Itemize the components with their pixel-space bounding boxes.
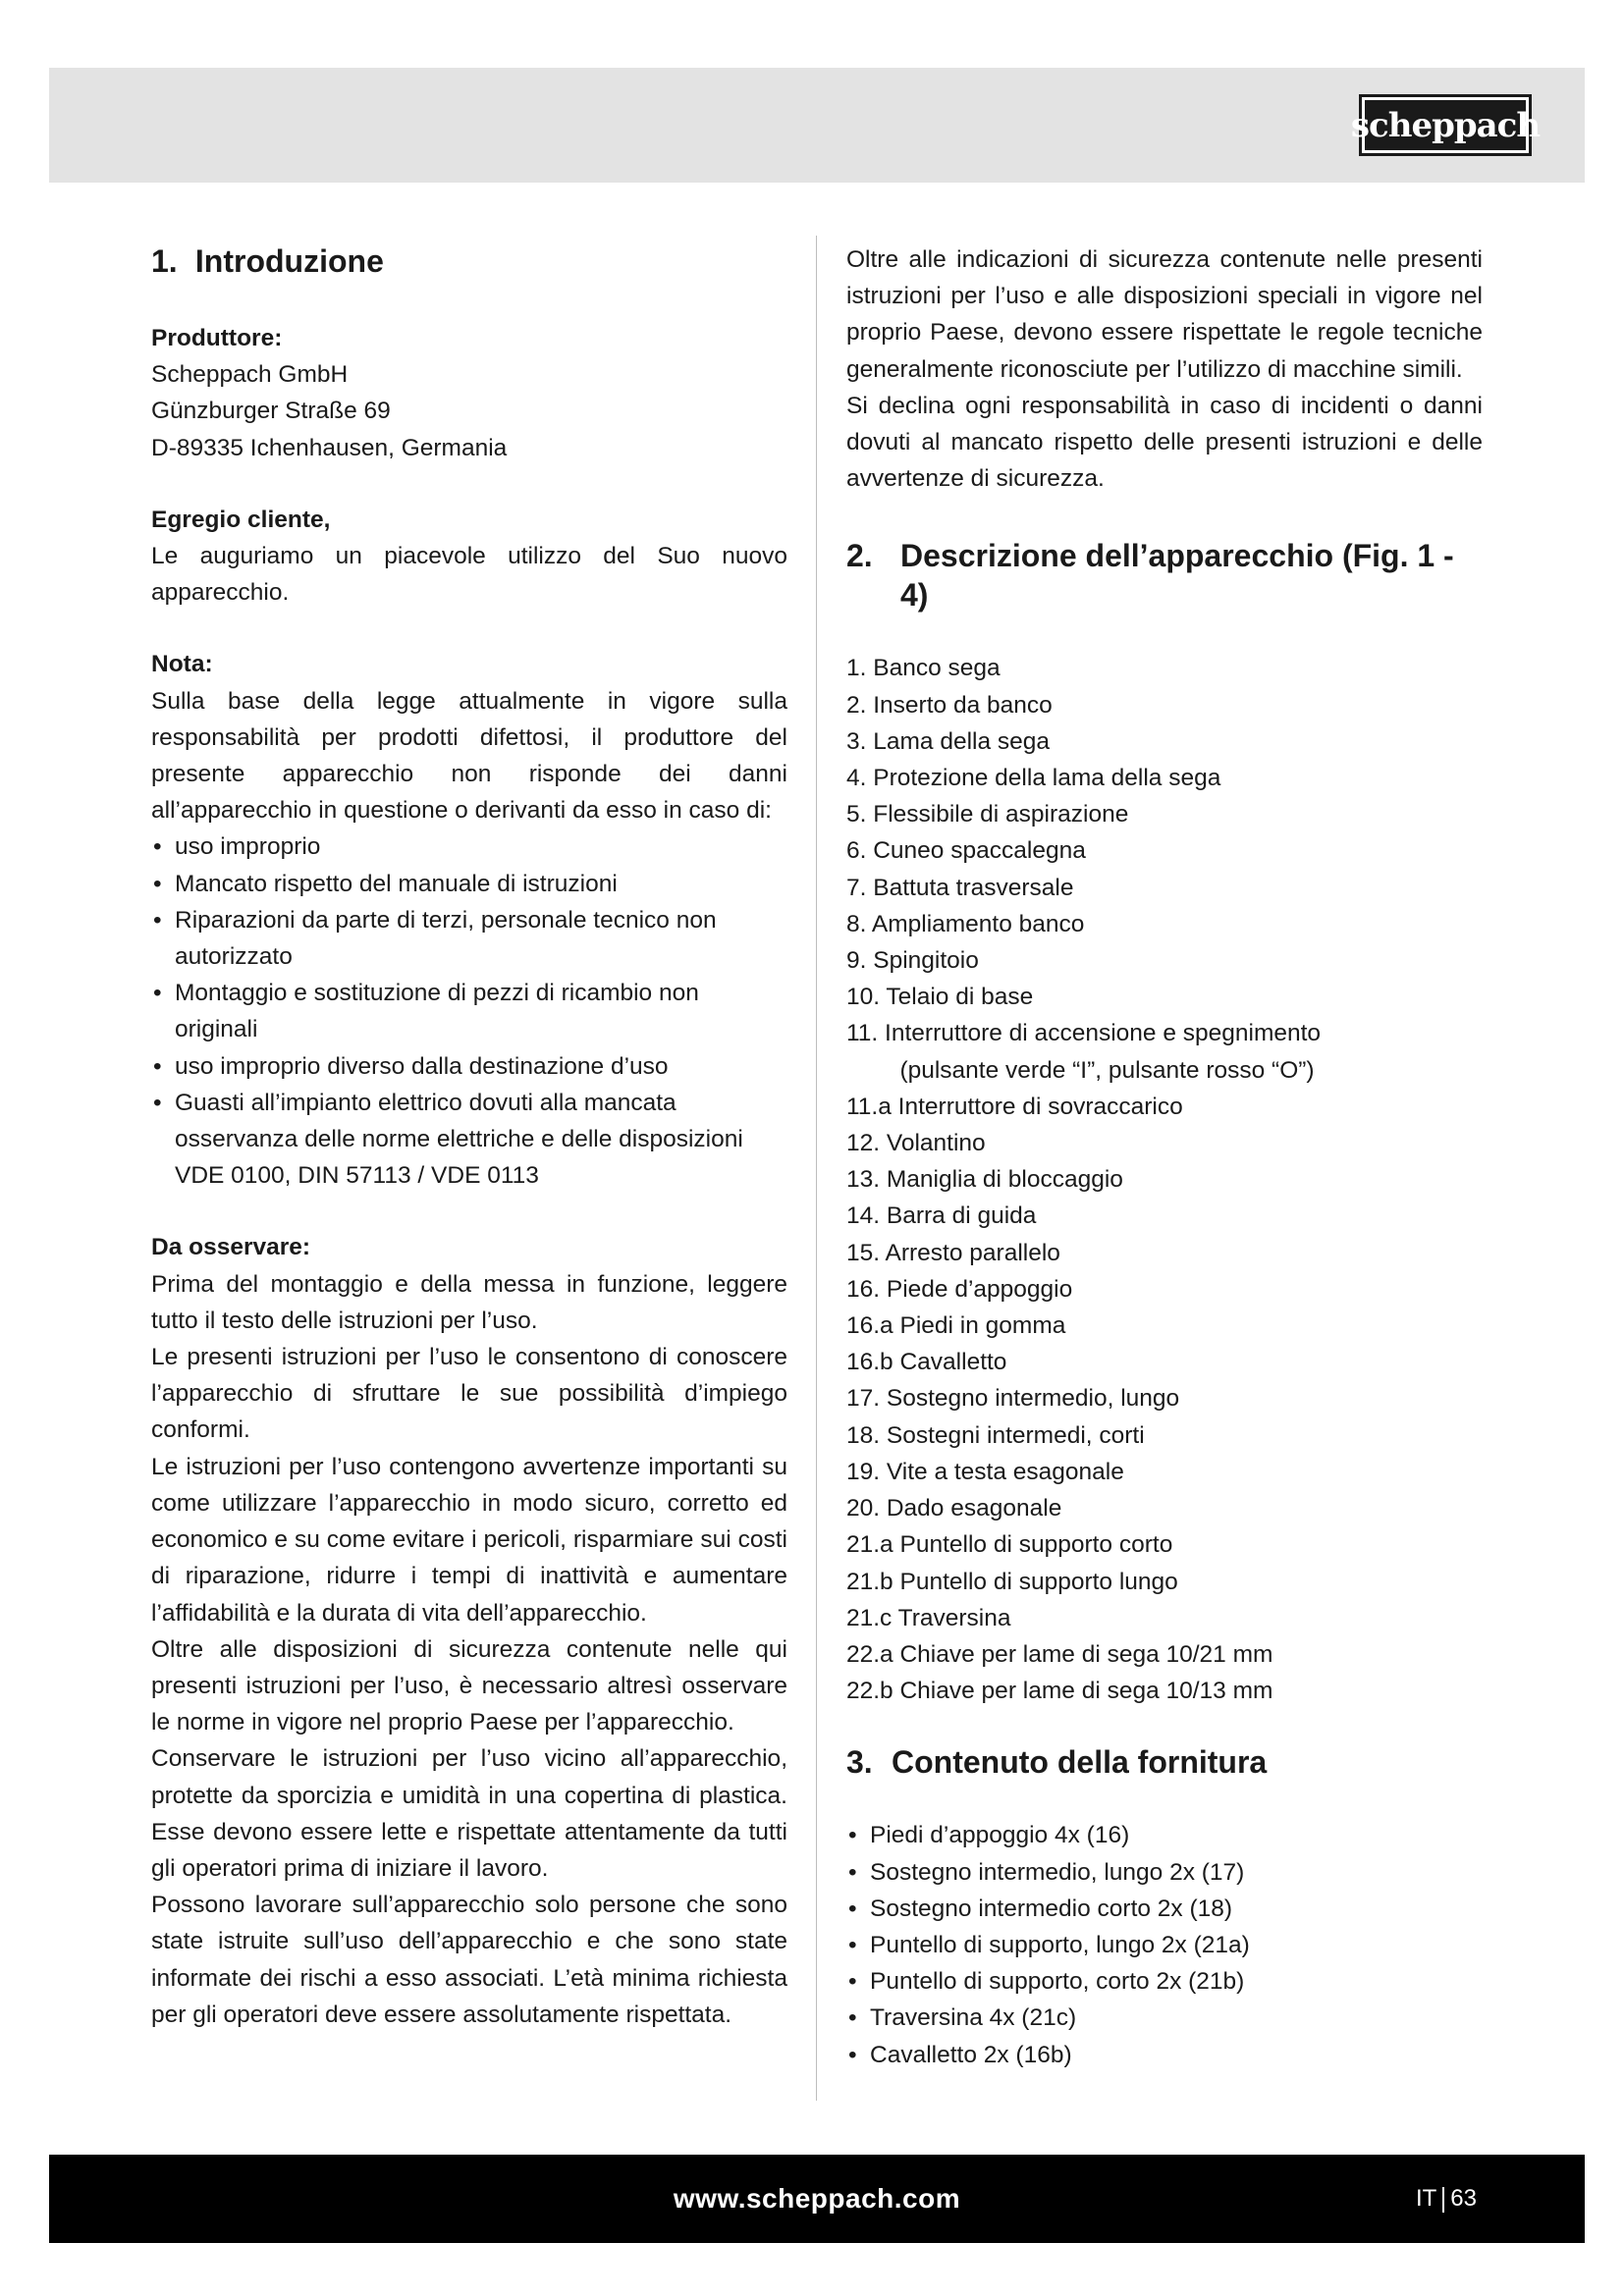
list-item: 10. Telaio di base — [846, 984, 1034, 1011]
list-item: 16.b Cavalletto — [846, 1349, 1007, 1376]
list-item: 4. Protezione della lama della sega — [846, 765, 1221, 792]
observe-paragraph: Le presenti istruzioni per l’uso le consentono di conoscere l’apparecchio di sfruttare le sue possibilità d’impiego conformi. — [151, 1344, 787, 1444]
scheppach-logo: scheppach — [1359, 94, 1532, 156]
customer-text: Le auguriamo un piacevole utilizzo del Suo nuovo apparecchio. — [151, 543, 787, 607]
list-item: 14. Barra di guida — [846, 1202, 1037, 1230]
list-item: 18. Sostegni intermedi, corti — [846, 1421, 1145, 1449]
list-item: 13. Maniglia di bloccaggio — [846, 1166, 1123, 1194]
list-item: 2. Inserto da banco — [846, 691, 1053, 719]
right-column — [846, 241, 1483, 2073]
list-item: • Sostegno intermedio corto 2x (18) — [846, 1891, 1483, 1927]
content-heading: 3. Contenuto della fornitura — [846, 1744, 1268, 1781]
list-item: 22.b Chiave per lame di sega 10/13 mm — [846, 1678, 1273, 1705]
page-header — [49, 68, 1585, 183]
liability-paragraph: Si declina ogni responsabilità in caso di incidenti o danni dovuti al mancato rispetto delle presenti istruzioni e delle avvertenze di sicurezza. — [846, 392, 1483, 493]
observe-paragraph: Possono lavorare sull’apparecchio solo persone che sono state istruite sull’uso dell’apparecchio e che sono state informate dei rischi a esso associati. L’età minima richiesta per gli operatori deve essere assolutamente rispettata. — [151, 1892, 787, 2028]
producer-line: Scheppach GmbH — [151, 361, 349, 389]
list-item: 17. Sostegno intermedio, lungo — [846, 1385, 1180, 1413]
list-item: 11. Interruttore di accensione e spegnimento — [846, 1020, 1322, 1047]
observe-paragraph: Oltre alle disposizioni di sicurezza contenute nelle qui presenti istruzioni per l’uso, è necessario altresì osservare le norme in vigore nel proprio Paese per l’apparecchio. — [151, 1635, 787, 1736]
list-item: • uso improprio — [151, 828, 787, 865]
list-item: 1. Banco sega — [846, 655, 1001, 682]
website-url: www.scheppach.com — [673, 2183, 961, 2214]
observe-paragraph: Le istruzioni per l’uso contengono avvertenze importanti su come utilizzare l’apparecchio in modo sicuro, corretto ed economico e su come evitare i pericoli, risparmiare sui costi di riparazione, ridurre i tempi di inattività e aumentare l’affidabilità e la durata di vita dell’apparecchio. — [151, 1453, 787, 1627]
list-item: • Mancato rispetto del manuale di istruzioni — [151, 866, 787, 902]
list-item: (pulsante verde “I”, pulsante rosso “O”) — [846, 1056, 1315, 1084]
left-column — [151, 241, 787, 2033]
observe-paragraph: Conservare le istruzioni per l’uso vicino all’apparecchio, protette da sporcizia e umidità in una copertina di plastica. Esse devono essere lette e rispettate attentamente da tutti gli operatori prima di iniziare il lavoro. — [151, 1745, 787, 1882]
list-item: 21.b Puntello di supporto lungo — [846, 1568, 1178, 1595]
list-item: • Sostegno intermedio, lungo 2x (17) — [846, 1854, 1483, 1891]
safety-paragraph: Oltre alle indicazioni di sicurezza contenute nelle presenti istruzioni per l’uso e alle disposizioni speciali in vigore nel proprio Paese, devono essere rispettate le regole tecniche generalmente riconosciute per l’utilizzo di macchine simili. — [846, 246, 1483, 383]
list-item: 7. Battuta trasversale — [846, 874, 1074, 901]
producer-line: D-89335 Ichenhausen, Germania — [151, 434, 508, 461]
column-divider — [816, 236, 817, 2101]
list-item: 11.a Interruttore di sovraccarico — [846, 1093, 1183, 1120]
content-list — [846, 1817, 1483, 2072]
note-label: Nota: — [151, 651, 213, 678]
list-item: 12. Volantino — [846, 1130, 986, 1157]
list-item: • Traversina 4x (21c) — [846, 2000, 1483, 2036]
list-item: • Montaggio e sostituzione di pezzi di ricambio non originali — [151, 975, 787, 1047]
parts-list — [846, 650, 1483, 1709]
producer-label: Produttore: — [151, 325, 283, 351]
observe-paragraph: Prima del montaggio e della messa in funzione, leggere tutto il testo delle istruzioni per l’uso. — [151, 1270, 787, 1334]
list-item: 6. Cuneo spaccalegna — [846, 837, 1086, 865]
list-item: • Cavalletto 2x (16b) — [846, 2037, 1483, 2073]
list-item: 5. Flessibile di aspirazione — [846, 801, 1129, 828]
list-item: • Puntello di supporto, corto 2x (21b) — [846, 1963, 1483, 2000]
customer-label: Egregio cliente, — [151, 506, 331, 533]
list-item: 8. Ampliamento banco — [846, 910, 1085, 937]
list-item: 15. Arresto parallelo — [846, 1239, 1060, 1266]
list-item: 21.c Traversina — [846, 1604, 1011, 1631]
list-item: • Piedi d’appoggio 4x (16) — [846, 1817, 1483, 1853]
list-item: 19. Vite a testa esagonale — [846, 1458, 1124, 1485]
list-item: • Guasti all’impianto elettrico dovuti alla mancata osservanza delle norme elettriche e delle disposizioni VDE 0100, DIN 57113 / VDE 0113 — [151, 1085, 787, 1195]
list-item: • Puntello di supporto, lungo 2x (21a) — [846, 1927, 1483, 1963]
page-footer — [49, 2155, 1585, 2243]
list-item: 3. Lama della sega — [846, 727, 1051, 755]
list-item: 20. Dado esagonale — [846, 1495, 1062, 1522]
list-item: 9. Spingitoio — [846, 947, 979, 975]
page-number: IT 63 — [1415, 2185, 1477, 2212]
list-item: • Riparazioni da parte di terzi, personale tecnico non autorizzato — [151, 902, 787, 975]
list-item: 16. Piede d’appoggio — [846, 1275, 1073, 1303]
observe-label: Da osservare: — [151, 1234, 311, 1261]
note-bullets — [151, 828, 787, 1194]
note-text: Sulla base della legge attualmente in vigore sulla responsabilità per prodotti difettosi, il produttore del presente apparecchio non risponde dei danni all’apparecchio in questione o derivanti da esso in caso di: — [151, 687, 787, 825]
list-item: 16.a Piedi in gomma — [846, 1312, 1066, 1340]
producer-line: Günzburger Straße 69 — [151, 398, 391, 425]
list-item: 21.a Puntello di supporto corto — [846, 1531, 1173, 1559]
intro-heading: 1. Introduzione — [151, 243, 384, 279]
list-item: 22.a Chiave per lame di sega 10/21 mm — [846, 1640, 1273, 1668]
list-item: • uso improprio diverso dalla destinazione d’uso — [151, 1048, 787, 1085]
description-heading: 2. Descrizione dell’apparecchio (Fig. 1 - 4) — [846, 538, 1454, 614]
